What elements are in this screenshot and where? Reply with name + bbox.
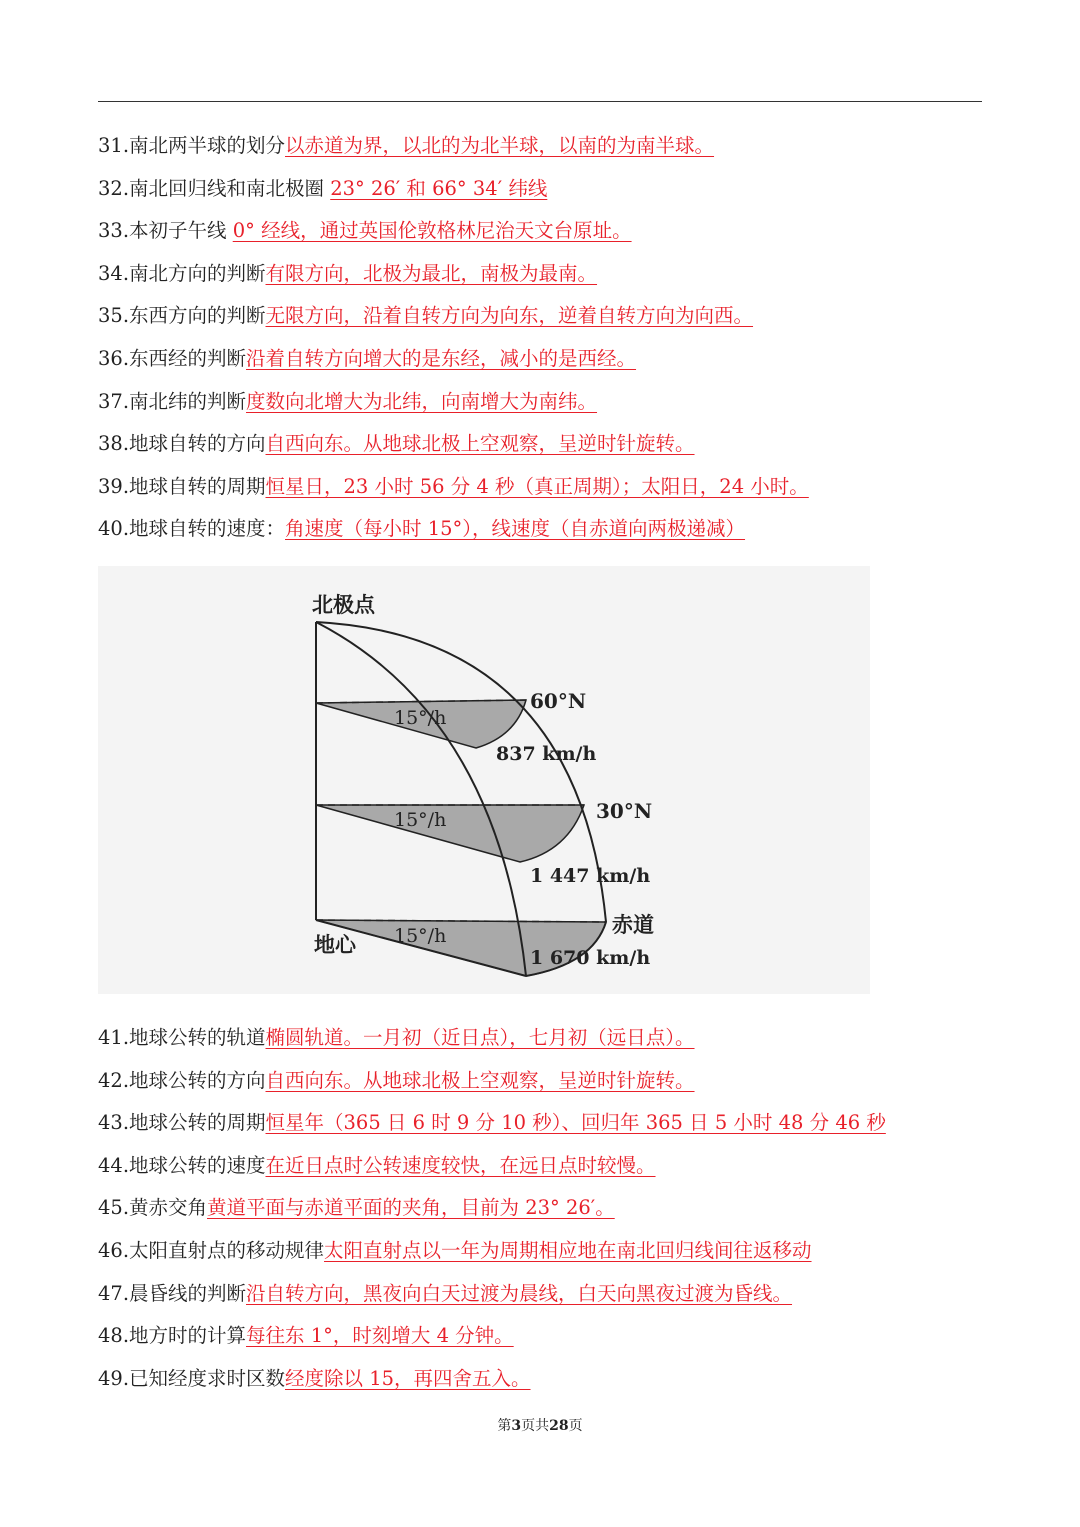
question: 41.地球公转的轨道 xyxy=(98,1026,266,1049)
qa-item-37 xyxy=(98,382,988,425)
question: 47.晨昏线的判断 xyxy=(98,1281,247,1305)
answer: 每往东 1°，时刻增大 4 分钟。 xyxy=(246,1324,514,1348)
page-footer xyxy=(0,1415,1080,1435)
footer-middle: 页共 xyxy=(521,1418,550,1434)
answer: 角速度（每小时 15°），线速度（自赤道向两极递减） xyxy=(285,517,746,541)
qa-item-46 xyxy=(98,1231,988,1274)
question: 45.黄赤交角 xyxy=(98,1196,208,1220)
answer: 以赤道为界，以北的为北半球，以南的为南半球。 xyxy=(285,134,715,157)
footer-page-number: 3 xyxy=(511,1418,522,1434)
question: 37.南北纬的判断 xyxy=(98,389,247,413)
answer: 沿自转方向，黑夜向白天过渡为晨线，白天向黑夜过渡为昏线。 xyxy=(246,1281,793,1305)
answer: 度数向北增大为北纬，向南增大为南纬。 xyxy=(246,389,598,413)
qa-item-49 xyxy=(98,1359,988,1402)
label-speed-30n: 1 447 km/h xyxy=(530,865,651,887)
question: 33.本初子午线 xyxy=(98,219,233,243)
label-north-pole: 北极点 xyxy=(312,593,375,617)
label-speed-60n: 837 km/h xyxy=(496,743,597,765)
answer: 沿着自转方向增大的是东经，减小的是西经。 xyxy=(246,346,637,370)
answer: 在近日点时公转速度较快，在远日点时较慢。 xyxy=(265,1153,656,1177)
label-angle-60n: 15°/h xyxy=(394,707,447,729)
answer: 椭圆轨道。一月初（近日点），七月初（远日点）。 xyxy=(265,1026,695,1049)
qa-item-47 xyxy=(98,1274,988,1317)
qa-item-40 xyxy=(98,509,988,552)
answer: 黄道平面与赤道平面的夹角，目前为 23° 26′。 xyxy=(207,1196,615,1220)
qa-item-44 xyxy=(98,1146,988,1189)
question: 38.地球自转的方向 xyxy=(98,432,266,456)
question: 31.南北两半球的划分 xyxy=(98,134,286,157)
answer: 有限方向，北极为最北，南极为最南。 xyxy=(265,261,598,285)
footer-total-pages: 28 xyxy=(549,1418,569,1434)
question: 35.东西方向的判断 xyxy=(98,304,266,328)
question: 42.地球公转的方向 xyxy=(98,1068,266,1092)
answer: 23° 26′ 和 66° 34′ 纬线 xyxy=(330,176,548,200)
qa-item-36 xyxy=(98,339,988,382)
answer: 恒星年（365 日 6 时 9 分 10 秒）、回归年 365 日 5 小时 48 分 46 秒 xyxy=(265,1111,886,1135)
qa-item-31 xyxy=(98,126,988,169)
sector-30n xyxy=(316,805,584,862)
question: 49.已知经度求时区数 xyxy=(98,1366,286,1390)
answer: 自西向东。从地球北极上空观察，呈逆时针旋转。 xyxy=(265,1068,695,1092)
qa-item-35 xyxy=(98,296,988,339)
question: 43.地球公转的周期 xyxy=(98,1111,266,1135)
question: 46.太阳直射点的移动规律 xyxy=(98,1238,325,1262)
question: 34.南北方向的判断 xyxy=(98,261,266,285)
label-speed-equator: 1 670 km/h xyxy=(530,947,651,969)
answer: 0° 经线，通过英国伦敦格林尼治天文台原址。 xyxy=(232,219,632,243)
qa-item-42 xyxy=(98,1061,988,1104)
qa-item-48 xyxy=(98,1316,988,1359)
qa-list-bottom xyxy=(98,1018,988,1401)
answer: 经度除以 15，再四舍五入。 xyxy=(285,1366,531,1390)
answer: 自西向东。从地球北极上空观察，呈逆时针旋转。 xyxy=(265,432,695,456)
qa-item-34 xyxy=(98,254,988,297)
label-equator: 赤道 xyxy=(612,913,654,937)
footer-suffix: 页 xyxy=(568,1418,583,1434)
label-60n: 60°N xyxy=(530,689,587,713)
qa-item-43 xyxy=(98,1103,988,1146)
question: 32.南北回归线和南北极圈 xyxy=(98,176,331,200)
label-center: 地心 xyxy=(314,933,356,957)
qa-list-top xyxy=(98,126,988,552)
qa-item-41 xyxy=(98,1018,988,1061)
answer: 太阳直射点以一年为周期相应地在南北回归线间往返移动 xyxy=(324,1238,812,1262)
question: 39.地球自转的周期 xyxy=(98,474,266,498)
label-angle-30n: 15°/h xyxy=(394,809,447,831)
rotation-speed-diagram xyxy=(98,566,870,994)
diagram-svg xyxy=(98,566,870,994)
header-rule xyxy=(98,101,982,102)
qa-item-32 xyxy=(98,169,988,212)
footer-prefix: 第 xyxy=(497,1418,512,1434)
answer: 恒星日，23 小时 56 分 4 秒（真正周期）；太阳日，24 小时。 xyxy=(265,474,809,498)
qa-item-45 xyxy=(98,1188,988,1231)
question: 48.地方时的计算 xyxy=(98,1324,247,1348)
answer: 无限方向，沿着自转方向为向东，逆着自转方向为向西。 xyxy=(265,304,754,328)
label-angle-equator: 15°/h xyxy=(394,925,447,947)
question: 44.地球公转的速度 xyxy=(98,1153,266,1177)
question: 36.东西经的判断 xyxy=(98,346,247,370)
qa-item-39 xyxy=(98,467,988,510)
label-30n: 30°N xyxy=(596,799,653,823)
qa-item-33 xyxy=(98,211,988,254)
qa-item-38 xyxy=(98,424,988,467)
question: 40.地球自转的速度： xyxy=(98,517,286,541)
